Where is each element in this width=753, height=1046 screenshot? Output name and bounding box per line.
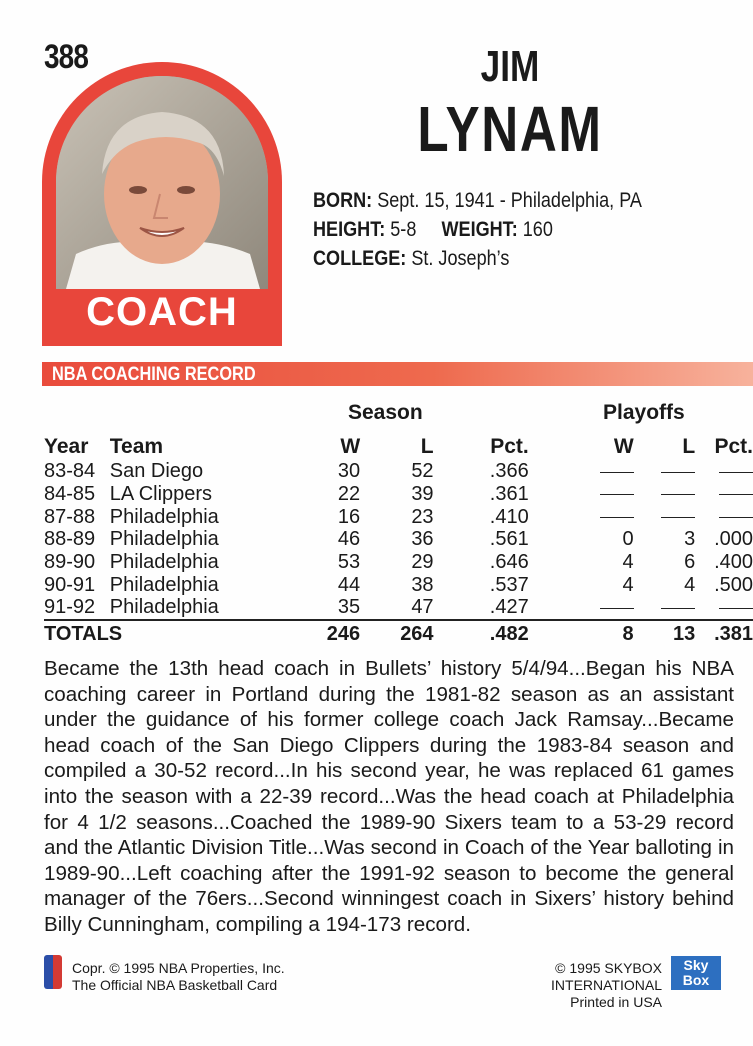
skybox-logo-top: Sky (683, 957, 709, 973)
cell-season-pct: .427 (489, 596, 529, 619)
official-card-line: The Official NBA Basketball Card (72, 977, 278, 993)
copyright-block (72, 960, 285, 994)
cell-playoff-pct (695, 460, 753, 483)
cell-playoff-pct (695, 483, 753, 506)
cell-season-w: 46 (337, 528, 361, 551)
last-name: LYNAM (417, 93, 603, 165)
cell-playoff-pct: .500 (714, 573, 753, 596)
cell-playoff-w: 4 (622, 551, 634, 574)
cell-season-l: 36 (411, 528, 434, 551)
column-header-playoff-pct: Pct. (714, 435, 753, 458)
bio-college-line (313, 244, 642, 273)
table-row (44, 573, 753, 596)
cell-year: 87-88 (44, 505, 96, 528)
height-value: 5-8 (390, 218, 417, 241)
cell-year: 90-91 (44, 573, 96, 596)
table-row (44, 528, 753, 551)
cell-season-pct: .410 (489, 505, 529, 528)
cell-team: Philadelphia (109, 573, 219, 596)
no-playoff-dash (600, 517, 634, 518)
cell-playoff-w: 4 (622, 573, 634, 596)
coaching-record-table (44, 434, 753, 647)
no-playoff-dash (719, 517, 753, 518)
college-label: COLLEGE: (313, 247, 407, 270)
cell-playoff-l (634, 483, 696, 506)
playoffs-header: Playoffs (603, 401, 685, 424)
cell-team: Philadelphia (109, 505, 219, 528)
cell-playoff-w (529, 483, 634, 506)
cell-playoff-l: 6 (684, 551, 696, 574)
bio-born-line (313, 186, 642, 215)
cell-season-pct: .537 (489, 573, 529, 596)
cell-team: Philadelphia (109, 551, 219, 574)
column-header-season-w: W (340, 435, 361, 458)
cell-playoff-pct: .400 (714, 551, 753, 574)
totals-playoff-l: 13 (634, 620, 696, 647)
record-rows (44, 460, 753, 620)
cell-year: 88-89 (44, 528, 96, 551)
weight-value: 160 (522, 218, 553, 241)
table-row (44, 483, 753, 506)
totals-season-l: 264 (360, 620, 433, 647)
cell-season-pct: .646 (489, 551, 529, 574)
coach-portrait-image (56, 76, 268, 289)
bio-height-weight-line (313, 215, 642, 244)
no-playoff-dash (661, 608, 695, 609)
no-playoff-dash (719, 608, 753, 609)
cell-year: 84-85 (44, 483, 96, 506)
born-value: Sept. 15, 1941 - Philadelphia, PA (377, 189, 642, 212)
cell-season-w: 53 (337, 551, 361, 574)
position-label: COACH (86, 290, 238, 334)
totals-playoff-w: 8 (529, 620, 634, 647)
table-header-row (44, 434, 753, 460)
skybox-logo-bottom: Box (682, 972, 710, 988)
skybox-logo-icon (671, 956, 721, 990)
column-header-season-l: L (420, 435, 434, 458)
cell-season-pct: .361 (489, 483, 529, 506)
cell-year: 83-84 (44, 460, 96, 483)
totals-row (44, 620, 753, 647)
cell-playoff-l (634, 460, 696, 483)
copyright-line: Copr. © 1995 NBA Properties, Inc. (72, 960, 285, 976)
cell-season-w: 16 (337, 505, 361, 528)
cell-playoff-w (529, 596, 634, 620)
cell-playoff-pct (695, 596, 753, 620)
cell-playoff-w (529, 460, 634, 483)
totals-playoff-pct: .381 (695, 620, 753, 647)
no-playoff-dash (661, 472, 695, 473)
cell-playoff-pct: .000 (714, 528, 753, 551)
cell-year: 91-92 (44, 596, 96, 619)
season-header: Season (348, 401, 423, 424)
column-header-playoff-w: W (613, 435, 634, 458)
coach-photo-frame (42, 62, 282, 346)
career-summary: Became the 13th head coach in Bullets’ history 5/4/94...Began his NBA coaching career in Portland during the 1981-82 season as an assistant under the guidance of his former college coach Jack Ramsay...Became head coach of the San Diego Clippers during the 1983-84 season and compiled a 30-52 record...In his second year, he was replaced 61 games into the season with a 22-39 record...Was the head coach at Philadelphia for 4 1/2 seasons...Coached the 1989-90 Sixers team to a 53-29 record and the Atlantic Division Title...Was second in Coach of the Year balloting in 1989-90...Left coaching after the 1991-92 season to become the general manager of the 76ers...Second winningest coach in Sixers’ history behind Billy Cunningham, compiling a 194-173 record. (44, 657, 734, 936)
table-row (44, 596, 753, 620)
cell-team: LA Clippers (109, 483, 213, 506)
born-label: BORN: (313, 189, 373, 212)
no-playoff-dash (661, 494, 695, 495)
cell-playoff-pct (695, 505, 753, 528)
cell-team: San Diego (109, 460, 204, 483)
college-value: St. Joseph’s (411, 247, 510, 270)
cell-season-l: 47 (411, 596, 434, 619)
cell-season-w: 22 (337, 483, 361, 506)
cell-playoff-w: 0 (622, 528, 634, 551)
cell-playoff-l: 4 (684, 573, 696, 596)
cell-season-l: 52 (411, 460, 434, 483)
nba-logo-icon (44, 955, 62, 989)
cell-season-l: 23 (411, 505, 434, 528)
no-playoff-dash (600, 608, 634, 609)
totals-season-w: 246 (267, 620, 360, 647)
totals-label: TOTALS (44, 620, 267, 647)
printed-in-line: Printed in USA (570, 994, 662, 1010)
cell-team: Philadelphia (109, 596, 219, 619)
coaching-record-banner (42, 362, 753, 386)
column-header-team: Team (109, 435, 164, 458)
no-playoff-dash (600, 494, 634, 495)
column-header-season-pct: Pct. (490, 435, 529, 458)
no-playoff-dash (719, 472, 753, 473)
cell-year: 89-90 (44, 551, 96, 574)
table-row (44, 505, 753, 528)
cell-season-pct: .366 (489, 460, 529, 483)
publisher-line: © 1995 SKYBOX INTERNATIONAL (551, 960, 662, 993)
cell-season-pct: .561 (489, 528, 529, 551)
coach-photo (56, 76, 268, 289)
coaching-record-title: NBA COACHING RECORD (52, 364, 256, 385)
cell-playoff-l (634, 505, 696, 528)
cell-playoff-l (634, 596, 696, 620)
totals-season-pct: .482 (434, 620, 529, 647)
no-playoff-dash (600, 472, 634, 473)
column-header-year: Year (44, 435, 89, 458)
column-header-playoff-l: L (682, 435, 696, 458)
publisher-block (448, 960, 662, 1011)
cell-season-l: 29 (411, 551, 434, 574)
cell-team: Philadelphia (109, 528, 219, 551)
cell-season-w: 30 (337, 460, 361, 483)
bio-block (313, 186, 642, 273)
cell-season-w: 35 (337, 596, 361, 619)
weight-label: WEIGHT: (441, 218, 518, 241)
table-row (44, 460, 753, 483)
card-number: 388 (44, 38, 89, 76)
no-playoff-dash (661, 517, 695, 518)
cell-season-l: 39 (411, 483, 434, 506)
cell-season-w: 44 (337, 573, 361, 596)
cell-playoff-w (529, 505, 634, 528)
no-playoff-dash (719, 494, 753, 495)
cell-playoff-l: 3 (684, 528, 696, 551)
height-label: HEIGHT: (313, 218, 386, 241)
table-row (44, 551, 753, 574)
cell-season-l: 38 (411, 573, 434, 596)
first-name: JIM (480, 42, 540, 91)
